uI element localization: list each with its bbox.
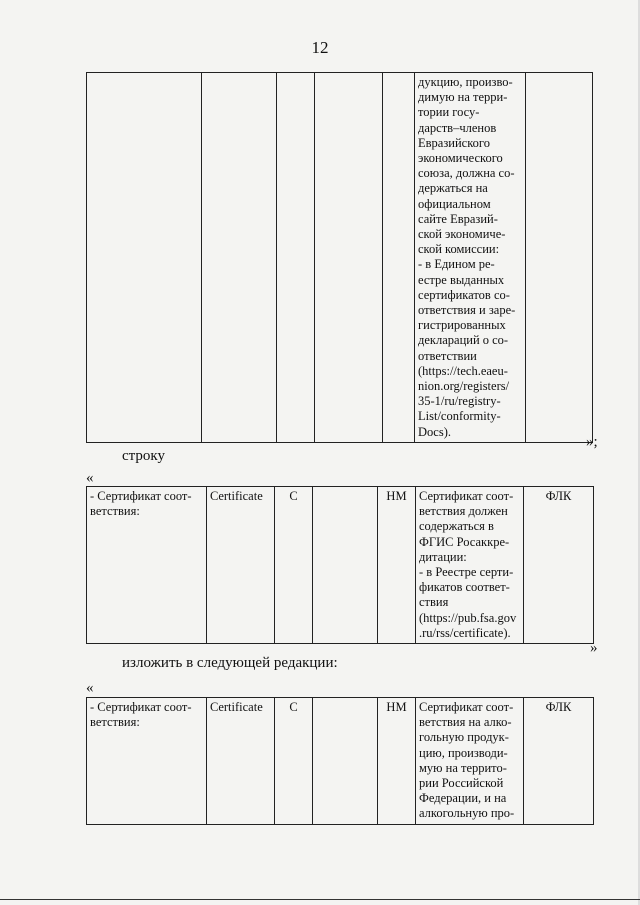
cell-empty bbox=[315, 73, 383, 443]
paragraph-row-word: строку bbox=[122, 448, 165, 464]
cell-name: - Сертификат соот- ветствия: bbox=[87, 698, 207, 825]
cell-code bbox=[202, 73, 277, 443]
cell-check: ФЛК bbox=[524, 698, 594, 825]
cell-requirement: НМ bbox=[378, 698, 416, 825]
cell-regulation-text: Сертификат соот- ветствия должен содержаться в ФГИС Росаккре- дитации: - в Реестре серти- фикатов соответ- ствия (https://pub.fsa.gov .ru/rss/certificate). bbox=[416, 487, 524, 644]
opening-quote: « bbox=[86, 680, 94, 696]
scan-bottom-edge bbox=[0, 899, 640, 900]
requirements-table-continuation bbox=[86, 72, 593, 443]
cell-check bbox=[526, 73, 593, 443]
cell-code: Certificate bbox=[207, 487, 275, 644]
cell-empty bbox=[313, 698, 378, 825]
cell-name: - Сертификат соот- ветствия: bbox=[87, 487, 207, 644]
cell-requirement bbox=[383, 73, 415, 443]
cell-code: Certificate bbox=[207, 698, 275, 825]
cell-type: С bbox=[275, 698, 313, 825]
requirements-table-new-row bbox=[86, 697, 594, 825]
closing-quote: »; bbox=[586, 434, 598, 450]
cell-name bbox=[87, 73, 202, 443]
cell-empty bbox=[313, 487, 378, 644]
cell-regulation-text: Сертификат соот- ветствия на алко- гольную продук- цию, производи- мую на террито- рии Российской Федерации, и на алкогольную про- bbox=[416, 698, 524, 825]
cell-requirement: НМ bbox=[378, 487, 416, 644]
page-number: 12 bbox=[311, 38, 329, 57]
cell-type: С bbox=[275, 487, 313, 644]
closing-quote: » bbox=[590, 640, 598, 656]
paragraph-edit-instruction: изложить в следующей редакции: bbox=[122, 655, 338, 671]
cell-regulation-text: дукцию, произво- димую на терри- тории госу- дарств–членов Евразийского экономического союза, должна со- держаться на официальном сайте Евразий- ской экономиче- ской комиссии: - в Едином ре- естре выданных сертификатов со- ответствия и заре- гистрированных деклараций о со- ответствии (https://tech.eaeu- nion.org/registers/ 35-1/ru/registry- List/conformity- Docs). bbox=[415, 73, 526, 443]
requirements-table-old-row bbox=[86, 486, 594, 644]
cell-type bbox=[277, 73, 315, 443]
cell-check: ФЛК bbox=[524, 487, 594, 644]
opening-quote: « bbox=[86, 470, 94, 486]
